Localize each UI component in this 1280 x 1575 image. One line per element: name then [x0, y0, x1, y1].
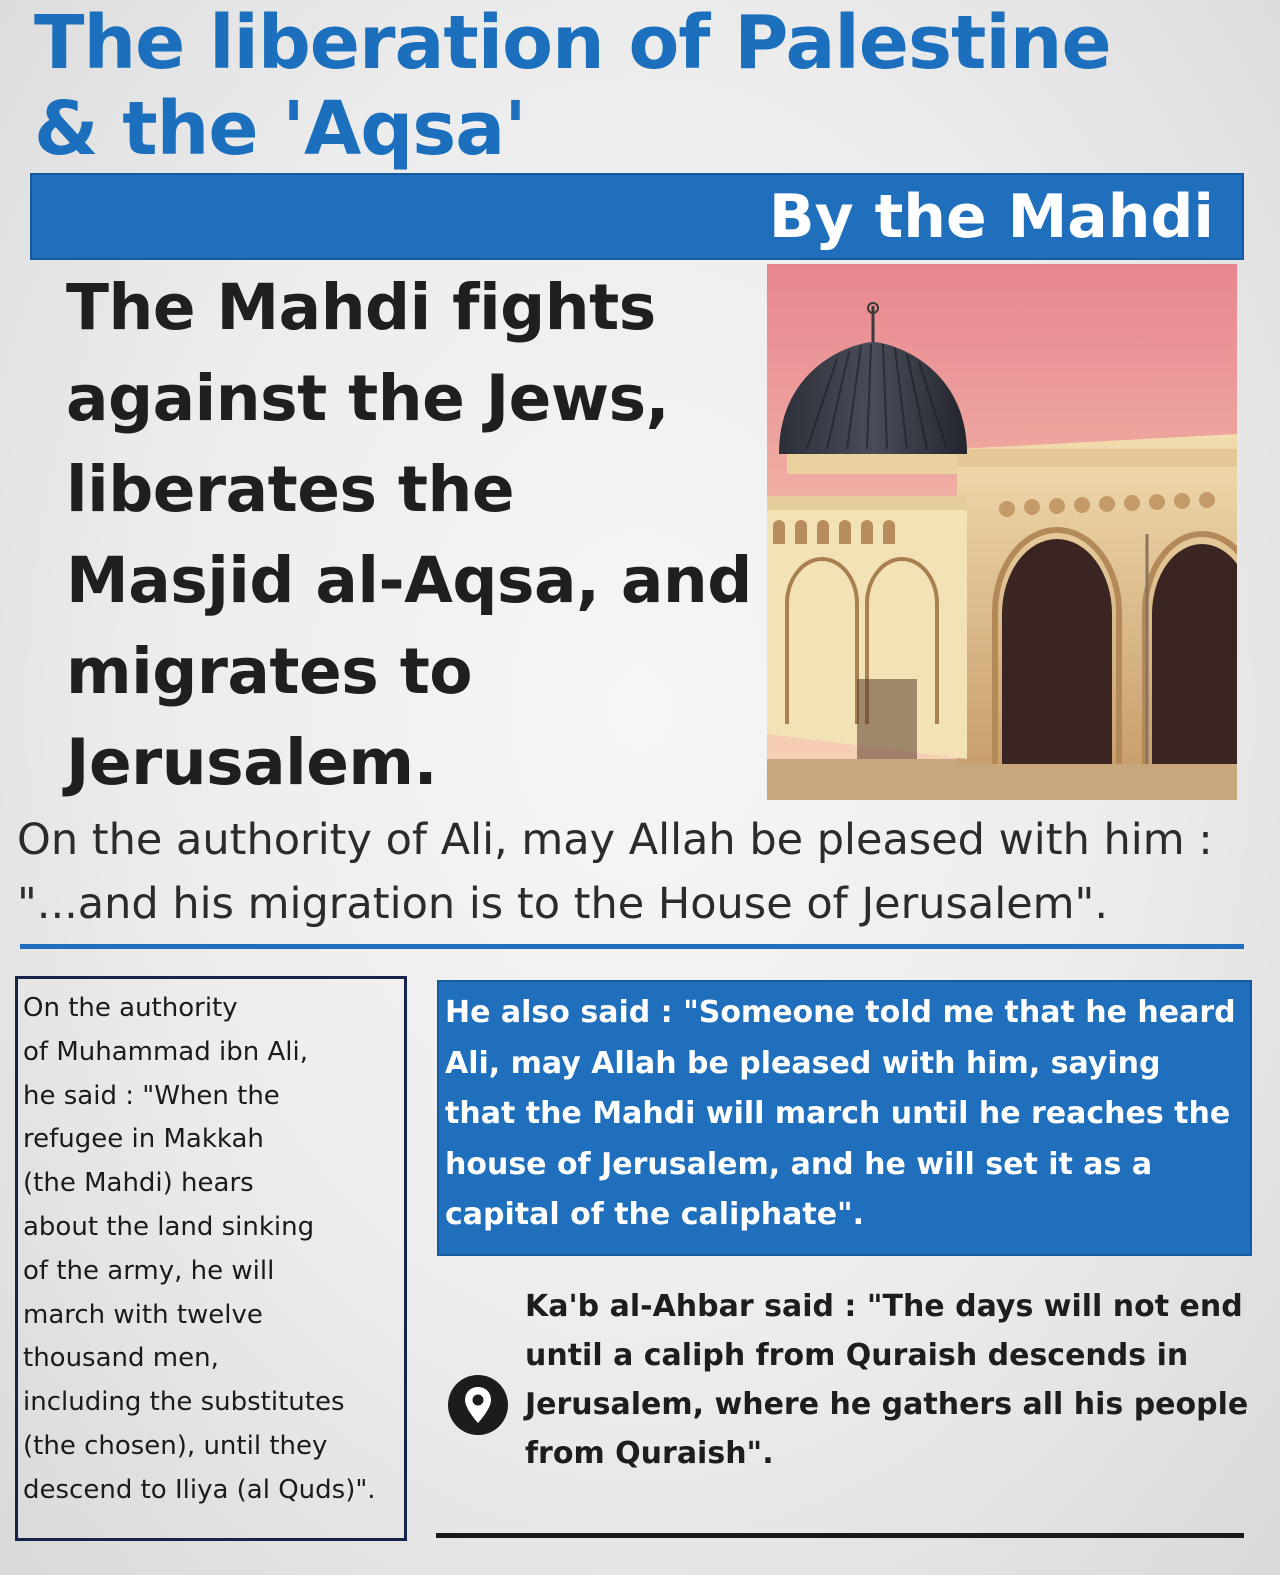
main-quote: On the authority of Ali, may Allah be pleased with him : "...and his migration is to the House of Jerusalem". [17, 815, 1213, 929]
al-aqsa-mosque-photo [767, 264, 1237, 800]
location-pin-icon [447, 1374, 509, 1436]
ali-quote-box [437, 980, 1252, 1256]
byline-text: By the Mahdi [768, 182, 1214, 252]
page-title: The liberation of Palestine & the 'Aqsa' [34, 0, 1111, 172]
ali-capital-quote: He also said : "Someone told me that he heard Ali, may Allah be pleased with him, saying that the Mahdi will march until he reaches the house of Jerusalem, and he will set it as a capital of the caliphate". [445, 995, 1236, 1232]
muhammad-ibn-ali-quote-box [15, 976, 407, 1541]
byline-banner [30, 173, 1244, 260]
muhammad-ibn-ali-quote: On the authority of Muhammad ibn Ali, he said : "When the refugee in Makkah (the Mahdi) hears about the land sinking of the army, he will march with twelve thousand men, including the substitutes (the chosen), until they descend to Iliya (al Quds)". [23, 993, 376, 1505]
divider-blue [20, 944, 1244, 949]
kab-al-ahbar-quote: Ka'b al-Ahbar said : "The days will not end until a caliph from Quraish descends in Jerusalem, where he gathers all his people from Quraish". [525, 1289, 1249, 1471]
headline: The Mahdi fights against the Jews, liberates the Masjid al-Aqsa, and migrates to Jerusalem. [66, 271, 752, 799]
divider-dark [436, 1533, 1244, 1538]
